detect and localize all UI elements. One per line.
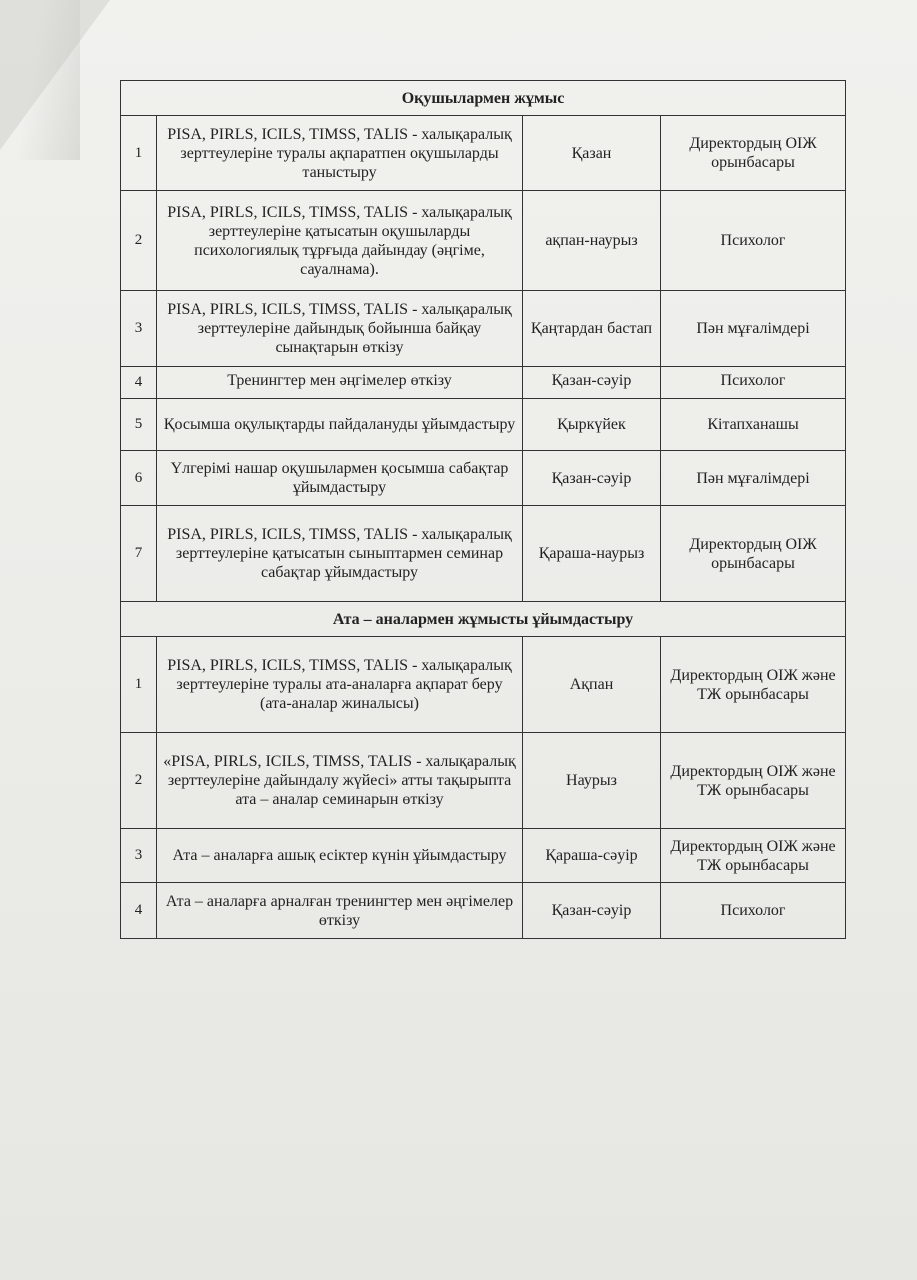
section-header-row <box>121 602 846 637</box>
responsible-cell: Психолог <box>661 883 846 939</box>
row-number: 2 <box>121 733 157 829</box>
responsible-cell: Директордың ОІЖ орынбасары <box>661 506 846 602</box>
date-cell: Қараша-сәуір <box>523 829 661 883</box>
table-row <box>121 116 846 191</box>
table-row <box>121 733 846 829</box>
activity-cell: «PISA, PIRLS, ICILS, TIMSS, TALIS - халықаралық зерттеулеріне дайындалу жүйесі» атты тақырыпта ата – аналар семинарын өткізу <box>157 733 523 829</box>
activity-cell: PISA, PIRLS, ICILS, TIMSS, TALIS - халықаралық зерттеулеріне туралы ақпаратпен оқушыларды таныстыру <box>157 116 523 191</box>
section-title: Ата – аналармен жұмысты ұйымдастыру <box>121 602 846 637</box>
row-number: 6 <box>121 451 157 506</box>
activity-cell: PISA, PIRLS, ICILS, TIMSS, TALIS - халықаралық зерттеулеріне қатысатын оқушыларды психологиялық тұрғыда дайындау (әңгіме, сауалнама). <box>157 191 523 291</box>
row-number: 5 <box>121 399 157 451</box>
activity-cell: PISA, PIRLS, ICILS, TIMSS, TALIS - халықаралық зерттеулеріне дайындық бойынша байқау сынақтарын өткізу <box>157 291 523 367</box>
date-cell: Қаңтардан бастап <box>523 291 661 367</box>
table-row <box>121 291 846 367</box>
table-row <box>121 399 846 451</box>
date-cell: Қазан <box>523 116 661 191</box>
plan-table <box>120 80 846 939</box>
date-cell: Қыркүйек <box>523 399 661 451</box>
date-cell: Қазан-сәуір <box>523 451 661 506</box>
table-row <box>121 506 846 602</box>
corner-shadow <box>0 0 80 160</box>
row-number: 4 <box>121 367 157 399</box>
responsible-cell: Директордың ОІЖ және ТЖ орынбасары <box>661 733 846 829</box>
responsible-cell: Директордың ОІЖ орынбасары <box>661 116 846 191</box>
table-row <box>121 883 846 939</box>
section-title: Оқушылармен жұмыс <box>121 81 846 116</box>
date-cell: Қазан-сәуір <box>523 367 661 399</box>
date-cell: ақпан-наурыз <box>523 191 661 291</box>
responsible-cell: Директордың ОІЖ және ТЖ орынбасары <box>661 829 846 883</box>
activity-cell: PISA, PIRLS, ICILS, TIMSS, TALIS - халықаралық зерттеулеріне қатысатын сыныптармен семинар сабақтар ұйымдастыру <box>157 506 523 602</box>
table-row <box>121 451 846 506</box>
responsible-cell: Психолог <box>661 367 846 399</box>
activity-cell: Қосымша оқулықтарды пайдалануды ұйымдастыру <box>157 399 523 451</box>
table-row <box>121 367 846 399</box>
date-cell: Қараша-наурыз <box>523 506 661 602</box>
date-cell: Наурыз <box>523 733 661 829</box>
table-row <box>121 191 846 291</box>
date-cell: Ақпан <box>523 637 661 733</box>
table-row <box>121 637 846 733</box>
date-cell: Қазан-сәуір <box>523 883 661 939</box>
row-number: 3 <box>121 291 157 367</box>
table-row <box>121 829 846 883</box>
row-number: 4 <box>121 883 157 939</box>
responsible-cell: Пән мұғалімдері <box>661 291 846 367</box>
activity-cell: Тренингтер мен әңгімелер өткізу <box>157 367 523 399</box>
activity-cell: Ата – аналарға арналған тренингтер мен әңгімелер өткізу <box>157 883 523 939</box>
row-number: 1 <box>121 637 157 733</box>
row-number: 2 <box>121 191 157 291</box>
row-number: 3 <box>121 829 157 883</box>
responsible-cell: Кітапханашы <box>661 399 846 451</box>
activity-cell: Ата – аналарға ашық есіктер күнін ұйымдастыру <box>157 829 523 883</box>
section-header-row <box>121 81 846 116</box>
responsible-cell: Пән мұғалімдері <box>661 451 846 506</box>
responsible-cell: Директордың ОІЖ және ТЖ орынбасары <box>661 637 846 733</box>
row-number: 1 <box>121 116 157 191</box>
row-number: 7 <box>121 506 157 602</box>
activity-cell: PISA, PIRLS, ICILS, TIMSS, TALIS - халықаралық зерттеулеріне туралы ата-аналарға ақпарат беру (ата-аналар жиналысы) <box>157 637 523 733</box>
activity-cell: Үлгерімі нашар оқушылармен қосымша сабақтар ұйымдастыру <box>157 451 523 506</box>
responsible-cell: Психолог <box>661 191 846 291</box>
